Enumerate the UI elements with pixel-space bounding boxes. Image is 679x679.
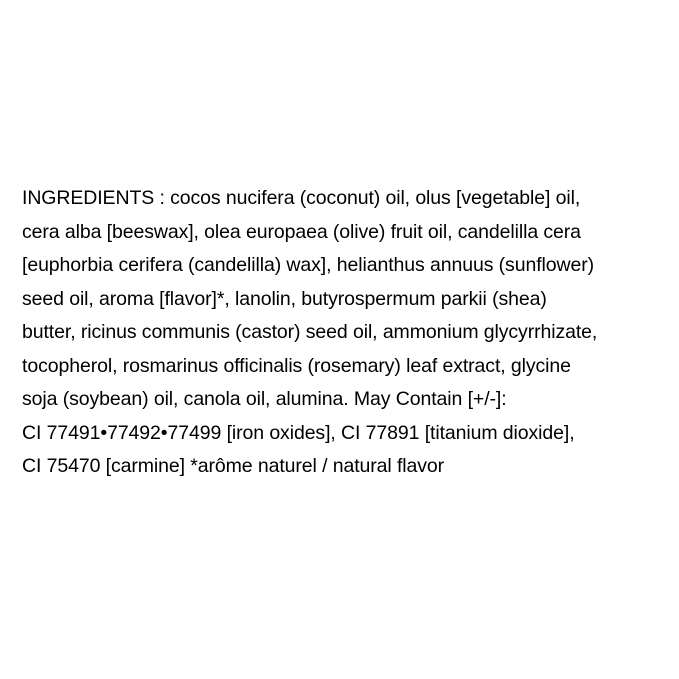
ingredients-line: butter, ricinus communis (castor) seed oil, ammonium glycyrrhizate,: [22, 321, 598, 343]
ingredients-line: cera alba [beeswax], olea europaea (olive) fruit oil, candelilla cera: [22, 220, 581, 243]
ingredients-line: CI 77491•77492•77499 [iron oxides], CI 77891 [titanium dioxide],: [22, 421, 575, 444]
ingredients-line: soja (soybean) oil, canola oil, alumina. May Contain [+/-]:: [22, 388, 507, 410]
ingredients-line: tocopherol, rosmarinus officinalis (rosemary) leaf extract, glycine: [22, 354, 571, 377]
ingredients-line: seed oil, aroma [flavor]*, lanolin, butyrospermum parkii (shea): [22, 287, 547, 310]
ingredients-line: CI 75470 [carmine] *arôme naturel / natural flavor: [22, 455, 445, 477]
ingredients-text-block: [22, 182, 662, 484]
ingredients-line: INGREDIENTS : cocos nucifera (coconut) oil, olus [vegetable] oil,: [22, 187, 581, 209]
ingredients-line: [euphorbia cerifera (candelilla) wax], helianthus annuus (sunflower): [22, 254, 595, 276]
